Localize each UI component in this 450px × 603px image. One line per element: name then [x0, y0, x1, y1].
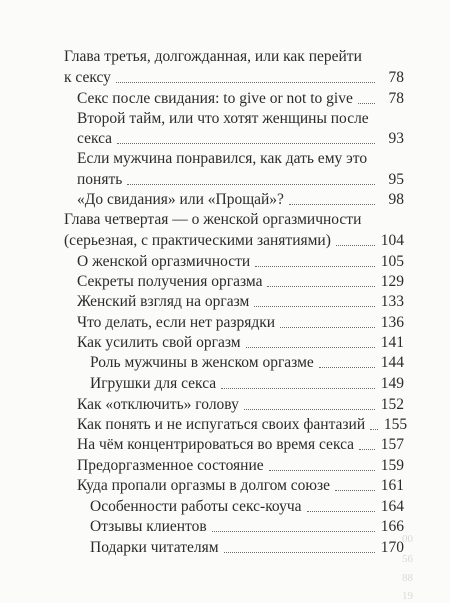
toc-entry-title: Глава четвертая — о женской оргазмичности [64, 211, 362, 228]
toc-page-number: 136 [380, 314, 404, 331]
dot-leader [289, 204, 375, 205]
toc-entry-title: Женский взгляд на оргазм [77, 293, 250, 310]
toc-entry[interactable] [90, 516, 404, 536]
toc-page-number: 149 [380, 375, 404, 392]
toc-entry-title: Второй тайм, или что хотят женщины после [77, 110, 369, 127]
toc-page-number: 166 [380, 518, 404, 535]
dot-leader [127, 184, 375, 185]
toc-page-number: 133 [380, 293, 404, 310]
bleed-through-text: 00 [402, 533, 413, 545]
toc-page-number: 129 [380, 273, 404, 290]
toc-entry-title: Игрушки для секса [90, 375, 217, 392]
toc-entry-title: О женской оргазмичности [77, 253, 251, 270]
toc-page-number: 164 [380, 498, 404, 515]
toc-entry-title: Глава третья, долгожданная, или как перейти [64, 48, 362, 65]
toc-entry-title: Отзывы клиентов [90, 518, 207, 535]
toc-page-number: 170 [380, 539, 404, 556]
toc-page-number: 161 [380, 477, 404, 494]
dot-leader [244, 409, 375, 410]
toc-entry-title: На чём концентрироваться во время секса [77, 436, 355, 453]
dot-leader [370, 429, 378, 430]
toc-entry-title: Если мужчина понравился, как дать ему это [77, 150, 368, 167]
dot-leader [280, 327, 375, 328]
toc-entry[interactable] [77, 434, 404, 454]
dot-leader [336, 245, 375, 246]
toc-entry-title: Секреты получения оргазма [77, 273, 263, 290]
toc-entry[interactable] [77, 332, 404, 352]
dot-leader [267, 286, 375, 287]
dot-leader [246, 347, 375, 348]
toc-entry[interactable] [77, 251, 404, 271]
toc-entry[interactable] [90, 373, 404, 393]
dot-leader [212, 531, 375, 532]
toc-entry[interactable] [77, 414, 408, 434]
toc-entry[interactable] [77, 189, 404, 209]
toc-entry[interactable] [77, 455, 404, 475]
toc-entry[interactable] [64, 67, 404, 87]
toc-entry-title: Как усилить свой оргазм [77, 334, 241, 351]
dot-leader [221, 388, 375, 389]
dot-leader [224, 552, 375, 553]
dot-leader [359, 449, 375, 450]
toc-page-number: 152 [380, 396, 404, 413]
toc-entry-title: Как «отключить» голову [77, 396, 239, 413]
toc-page-number: 105 [380, 253, 404, 270]
toc-entry[interactable] [77, 475, 404, 495]
dot-leader [255, 266, 375, 267]
toc-chapter-heading [64, 209, 404, 229]
toc-entry-title: «До свидания» или «Прощай»? [77, 191, 284, 208]
toc-entry-title: понять [77, 171, 123, 188]
toc-entry[interactable] [90, 537, 404, 557]
bleed-through-text: 56 [402, 553, 413, 565]
toc-entry-title: (серьезная, с практическими занятиями) [64, 232, 331, 249]
toc-entry[interactable] [77, 291, 404, 311]
toc-entry[interactable] [90, 496, 404, 516]
toc-entry-title: Секс после свидания: to give or not to give [77, 90, 353, 107]
toc-entry-title: секса [77, 130, 113, 147]
toc-entry[interactable] [64, 230, 404, 250]
toc-entry-title: Как понять и не испугаться своих фантазий [77, 416, 366, 433]
toc-page-number: 78 [388, 69, 404, 86]
dot-leader [307, 511, 375, 512]
toc-page-number: 159 [380, 457, 404, 474]
toc-entry-title: Роль мужчины в женском оргазме [90, 354, 314, 371]
toc-entry[interactable] [77, 271, 404, 291]
toc-entry[interactable] [77, 128, 404, 148]
dot-leader [254, 306, 375, 307]
bleed-through-text: 19 [402, 590, 413, 602]
toc-entry[interactable] [90, 352, 404, 372]
toc-page-number: 157 [380, 436, 404, 453]
dot-leader [319, 367, 375, 368]
toc-entry[interactable] [77, 312, 404, 332]
dot-leader [117, 143, 375, 144]
toc-page-number: 78 [388, 90, 404, 107]
dot-leader [269, 470, 375, 471]
toc-entry-title: Что делать, если нет разрядки [77, 314, 276, 331]
toc-page-number: 98 [388, 191, 404, 208]
dot-leader [335, 490, 375, 491]
toc-entry-title: Куда пропали оргазмы в долгом союзе [77, 477, 331, 494]
toc-entry[interactable] [77, 88, 404, 108]
toc-entry[interactable] [77, 169, 404, 189]
toc-chapter-heading [64, 46, 404, 66]
toc-page-number: 95 [388, 171, 404, 188]
toc-entry-title: Предоргазменное состояние [77, 457, 264, 474]
toc-entry-title: Подарки читателям [90, 539, 219, 556]
toc-entry-continued [77, 108, 404, 128]
toc-entry[interactable] [77, 394, 404, 414]
toc-page-number: 104 [380, 232, 404, 249]
toc-entry-continued [77, 148, 404, 168]
toc-entry-title: Особенности работы секс-коуча [90, 498, 302, 515]
toc-entry-title: к сексу [64, 69, 111, 86]
bleed-through-text: 88 [402, 572, 413, 584]
toc-page-number: 155 [383, 416, 408, 433]
toc-page-number: 141 [380, 334, 404, 351]
toc-page-number: 144 [380, 354, 404, 371]
dot-leader [358, 103, 375, 104]
dot-leader [116, 82, 375, 83]
toc-page-number: 93 [388, 130, 404, 147]
